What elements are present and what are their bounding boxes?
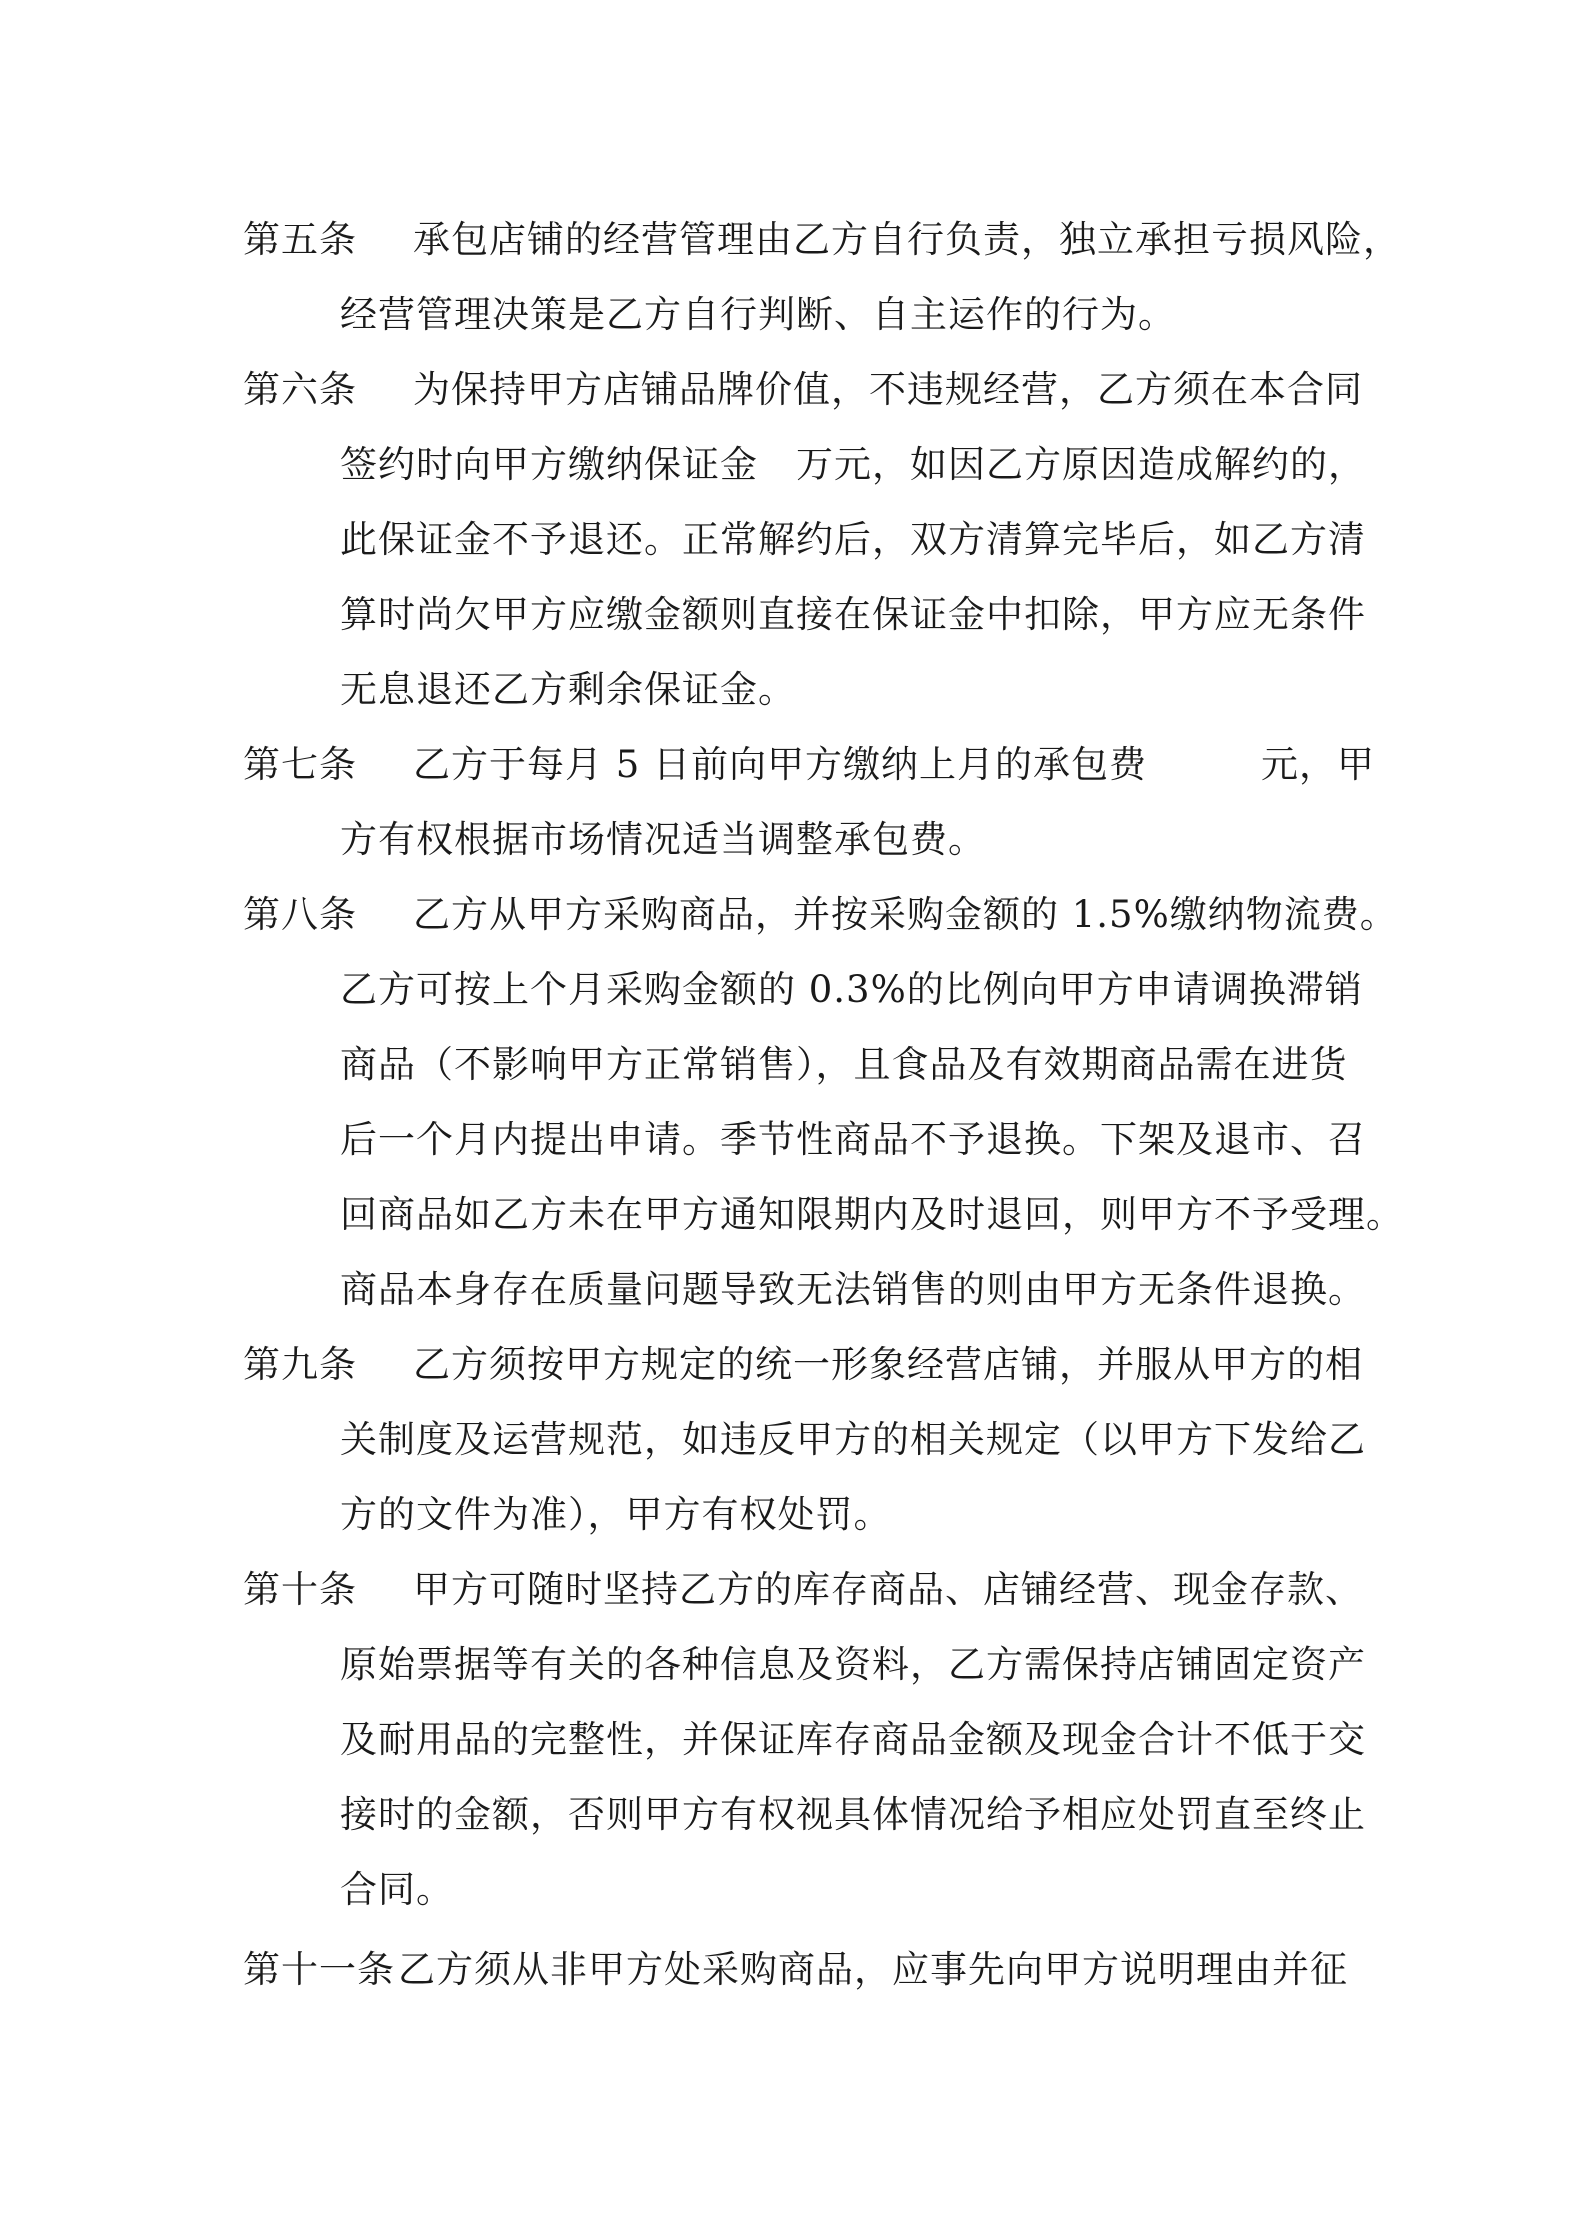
article-label: 第八条: [243, 893, 357, 936]
article-label: 第六条: [243, 368, 357, 411]
article-text-line: 乙方须按甲方规定的统一形象经营店铺，并服从甲方的相: [413, 1343, 1363, 1386]
article-text-line: 算时尚欠甲方应缴金额则直接在保证金中扣除，甲方应无条件: [340, 593, 1366, 636]
article-text-line: 及耐用品的完整性，并保证库存商品金额及现金合计不低于交: [340, 1718, 1366, 1761]
article-text-line: 乙方须从非甲方处采购商品，应事先向甲方说明理由并征: [398, 1948, 1348, 1991]
article-text-line: 接时的金额，否则甲方有权视具体情况给予相应处罚直至终止: [340, 1793, 1366, 1836]
article-text-line: 关制度及运营规范，如违反甲方的相关规定（以甲方下发给乙: [340, 1418, 1366, 1461]
article-text-line: 经营管理决策是乙方自行判断、自主运作的行为。: [340, 293, 1176, 336]
article-text-line: 乙方于每月 5 日前向甲方缴纳上月的承包费 元，甲: [413, 743, 1376, 786]
article-label: 第十条: [243, 1568, 357, 1611]
article-text-line: 此保证金不予退还。正常解约后，双方清算完毕后，如乙方清: [340, 518, 1366, 561]
article-text-line: 无息退还乙方剩余保证金。: [340, 668, 796, 711]
article-text-line: 原始票据等有关的各种信息及资料，乙方需保持店铺固定资产: [340, 1643, 1366, 1686]
article-text-line: 乙方可按上个月采购金额的 0.3%的比例向甲方申请调换滞销: [340, 968, 1363, 1011]
article-text-line: 回商品如乙方未在甲方通知限期内及时退回，则甲方不予受理。: [340, 1193, 1404, 1236]
article-label: 第十一条: [243, 1948, 395, 1991]
article-text-line: 后一个月内提出申请。季节性商品不予退换。下架及退市、召: [340, 1118, 1366, 1161]
article-label: 第七条: [243, 743, 357, 786]
article-text-line: 甲方可随时坚持乙方的库存商品、店铺经营、现金存款、: [413, 1568, 1363, 1611]
article-text-line: 合同。: [340, 1868, 454, 1911]
article-text-line: 商品（不影响甲方正常销售），且食品及有效期商品需在进货: [340, 1043, 1348, 1086]
article-text-line: 商品本身存在质量问题导致无法销售的则由甲方无条件退换。: [340, 1268, 1366, 1311]
article-text-line: 签约时向甲方缴纳保证金 万元，如因乙方原因造成解约的，: [340, 443, 1366, 486]
article-text-line: 承包店铺的经营管理由乙方自行负责，独立承担亏损风险，: [413, 218, 1401, 261]
article-text-line: 乙方从甲方采购商品，并按采购金额的 1.5%缴纳物流费。: [413, 893, 1398, 936]
article-text-line: 方的文件为准），甲方有权处罚。: [340, 1493, 892, 1536]
article-text-line: 为保持甲方店铺品牌价值，不违规经营，乙方须在本合同: [413, 368, 1363, 411]
article-text-line: 方有权根据市场情况适当调整承包费。: [340, 818, 986, 861]
article-label: 第五条: [243, 218, 357, 261]
article-label: 第九条: [243, 1343, 357, 1386]
